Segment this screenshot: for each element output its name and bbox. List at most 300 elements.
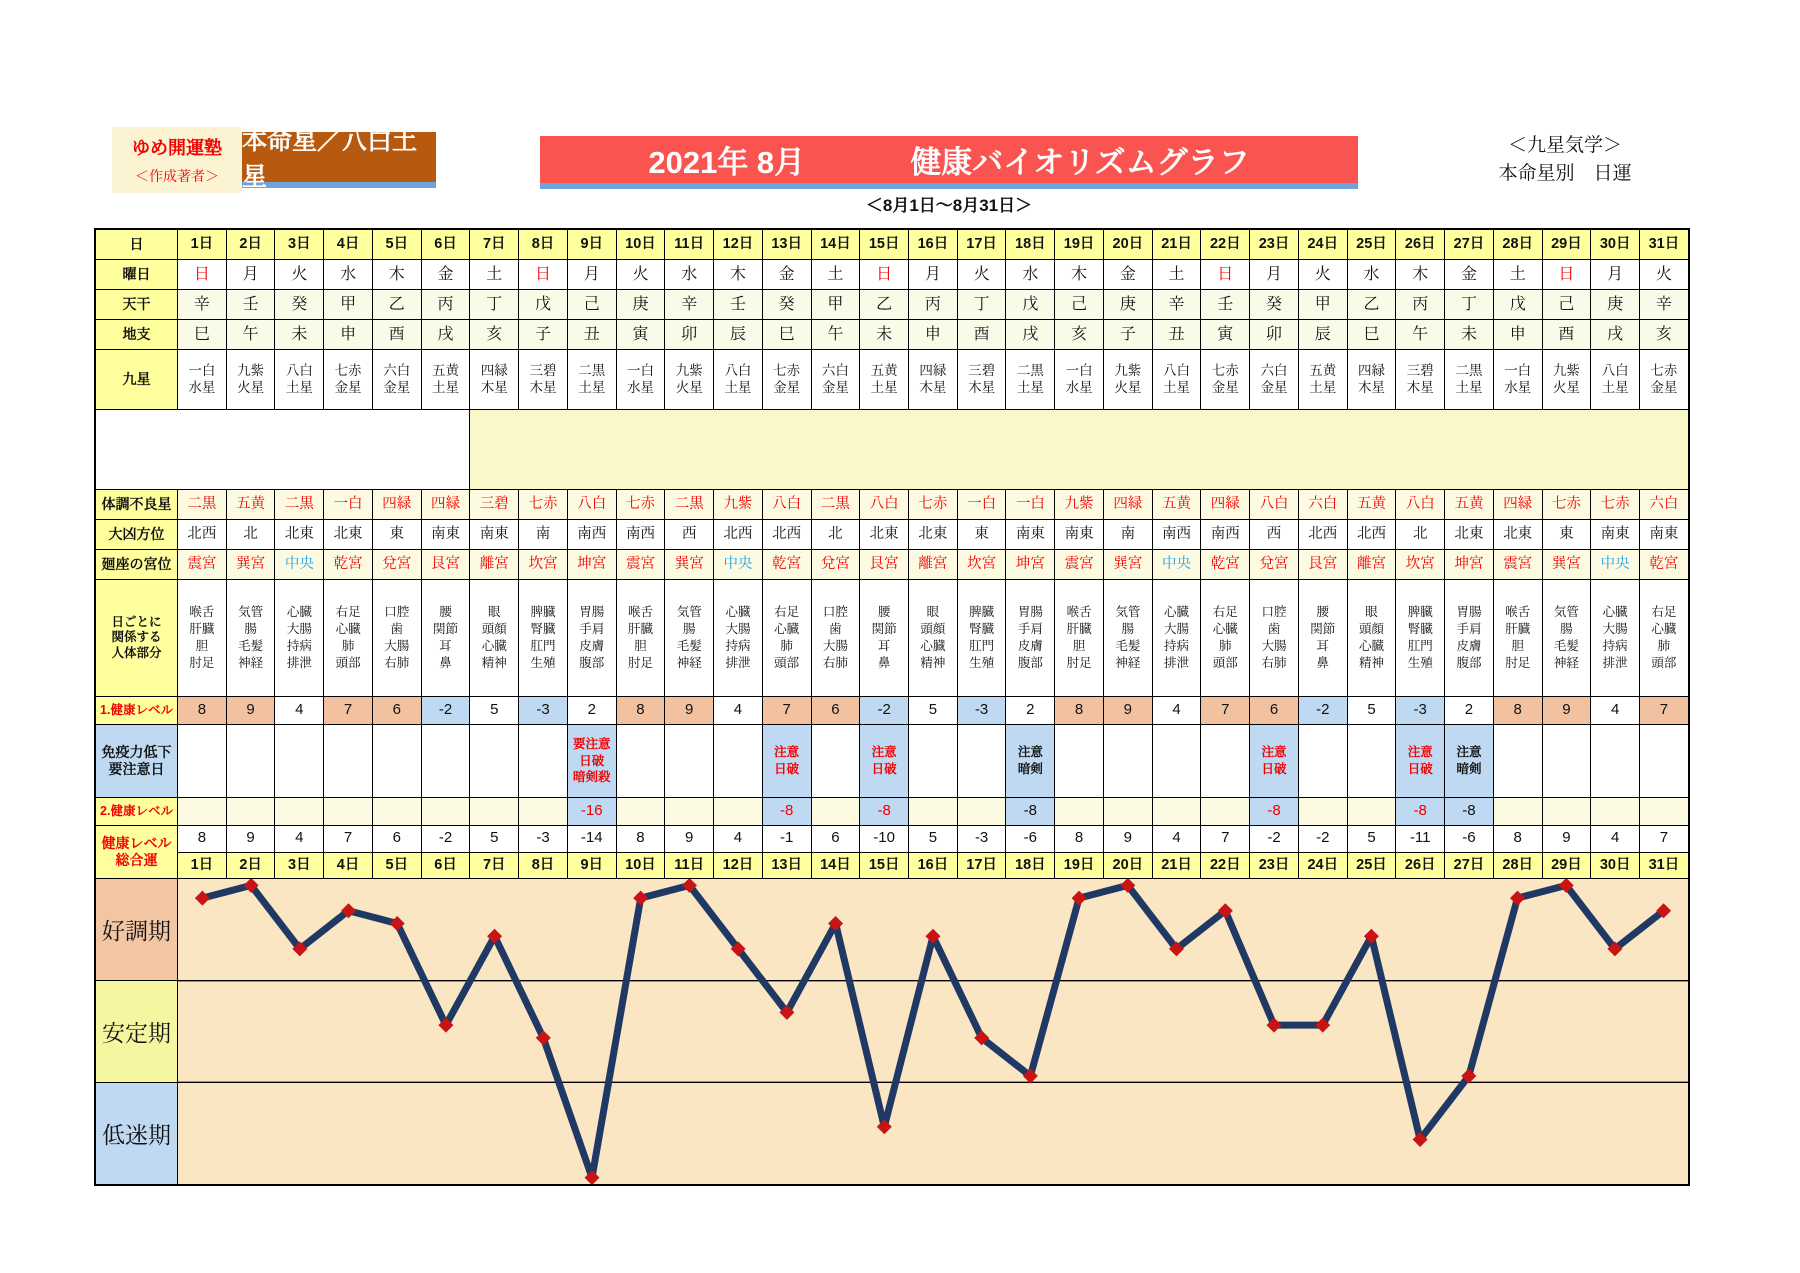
data-point-marker: [633, 891, 648, 906]
body-parts-cell: 喉舌 肝臓 胆 肘足: [1055, 580, 1104, 696]
weekday-cell: 水: [1348, 260, 1397, 289]
total-value-cell: -1: [763, 826, 812, 852]
chishi-cell: 亥: [1640, 320, 1688, 349]
day-header-cell: 31日: [1640, 230, 1688, 259]
immunity-warning-cell: 注意 日破: [1250, 725, 1299, 797]
body-parts-cell: 右足 心臓 肺 頭部: [324, 580, 373, 696]
tenkan-cell: 戊: [1494, 290, 1543, 319]
furyousei-cell: 九紫: [1055, 490, 1104, 519]
tenkan-cell: 癸: [275, 290, 324, 319]
kyuui-row: [96, 550, 1688, 580]
weekday-cell: 木: [714, 260, 763, 289]
body-parts-cell: 眼 頭顔 心臓 精神: [470, 580, 519, 696]
kyuui-cell: 坤宮: [1445, 550, 1494, 579]
total-value-cell: 4: [714, 826, 763, 852]
body-parts-cell: 胃腸 手肩 皮膚 腹部: [568, 580, 617, 696]
weekday-cell: 日: [1201, 260, 1250, 289]
houi-cell: 南西: [1153, 520, 1202, 549]
chishi-cell: 辰: [1299, 320, 1348, 349]
furyousei-cell: 八白: [860, 490, 909, 519]
body-parts-cell: 気管 腸 毛髪 神経: [665, 580, 714, 696]
furyousei-cell: 四緑: [373, 490, 422, 519]
total-label: 健康レベル 総合運: [96, 826, 178, 878]
total-date-cell: 8日: [519, 853, 568, 879]
band-labels-column: [96, 879, 178, 1184]
chishi-cell: 酉: [373, 320, 422, 349]
total-values-subrow: [178, 826, 1688, 853]
furyousei-cell: 二黒: [275, 490, 324, 519]
total-date-cell: 6日: [422, 853, 471, 879]
body-parts-cell: 腰 関節 耳 鼻: [422, 580, 471, 696]
day-header-cell: 3日: [275, 230, 324, 259]
body-parts-cell: 右足 心臓 肺 頭部: [1651, 605, 1677, 670]
level2-cell: [178, 798, 227, 825]
body-parts-cell: 口腔 歯 大腸 右肺: [1250, 580, 1299, 696]
kyuui-cell: 離宮: [1348, 550, 1397, 579]
immunity-warning-cell: 注意 日破: [1396, 725, 1445, 797]
total-date-cell: 15日: [860, 853, 909, 879]
total-date-cell: 18日: [1006, 853, 1055, 879]
legend-box: [470, 410, 1688, 489]
level2-cell: [1591, 798, 1640, 825]
immunity-cell: [422, 725, 471, 797]
level2-cell: [227, 798, 276, 825]
total-date-cell: 26日: [1396, 853, 1445, 879]
kyuui-cell: 震宮: [178, 550, 227, 579]
title-year-month: 2021年 8月: [648, 145, 806, 180]
houi-cell: 北東: [860, 520, 909, 549]
total-date-cell: 11日: [665, 853, 714, 879]
level2-cell: [422, 798, 471, 825]
kyusei-cell: 一白 水星: [178, 350, 227, 409]
kyuui-cell: 中央: [1153, 550, 1202, 579]
total-date-cell: 7日: [470, 853, 519, 879]
immunity-warning-cell: 注意 暗剣: [1445, 725, 1494, 797]
body-parts-cell: 心臓 大腸 持病 排泄: [1591, 580, 1640, 696]
kyusei-cell: 八白 土星: [1591, 350, 1640, 409]
tenkan-cell: 壬: [1201, 290, 1250, 319]
tenkan-cell: 丙: [909, 290, 958, 319]
houi-cell: 南: [519, 520, 568, 549]
furyousei-cell: 二黒: [812, 490, 861, 519]
total-date-cell: 4日: [324, 853, 373, 879]
day-header-cell: 16日: [909, 230, 958, 259]
total-value-cell: 5: [1348, 826, 1397, 852]
total-date-cell: 21日: [1153, 853, 1202, 879]
level1-cell: 8: [178, 697, 227, 724]
level1-cell: -3: [519, 697, 568, 724]
level1-cell: 5: [470, 697, 519, 724]
weekday-cell: 火: [1655, 265, 1672, 283]
kyuui-cell: 離宮: [470, 550, 519, 579]
kyuui-cell: 艮宮: [860, 550, 909, 579]
kyusei-cell: 六白 金星: [812, 350, 861, 409]
kyusei-cell: 九紫 火星: [1543, 350, 1592, 409]
level1-cell: 8: [1494, 697, 1543, 724]
total-value-cell: -6: [1006, 826, 1055, 852]
total-value-cell: 7: [1659, 829, 1669, 847]
chishi-label: 地支: [96, 320, 178, 349]
kyusei-cell: 八白 土星: [1153, 350, 1202, 409]
weekday-cell: 金: [422, 260, 471, 289]
furyousei-cell: 八白: [1396, 490, 1445, 519]
chishi-cell: 酉: [958, 320, 1007, 349]
day-header-cell: 6日: [422, 230, 471, 259]
level1-cell: 5: [909, 697, 958, 724]
total-date-cell: 10日: [617, 853, 666, 879]
chishi-cell: 丑: [568, 320, 617, 349]
houi-cell: 北: [1396, 520, 1445, 549]
furyousei-cell: 七赤: [909, 490, 958, 519]
tenkan-cell: 壬: [227, 290, 276, 319]
kyusei-cell: 二黒 土星: [1006, 350, 1055, 409]
tenkan-cell: 己: [1055, 290, 1104, 319]
total-date-cell: 31日: [1640, 853, 1688, 879]
body-parts-cell: 心臓 大腸 持病 排泄: [275, 580, 324, 696]
level1-cell: 7: [1640, 697, 1688, 724]
level2-cell: [1299, 798, 1348, 825]
total-date-cell: 20日: [1104, 853, 1153, 879]
chishi-cell: 卯: [665, 320, 714, 349]
kyusei-cell: 三碧 木星: [1396, 350, 1445, 409]
body-parts-cell: 右足 心臓 肺 頭部: [1201, 580, 1250, 696]
furyousei-cell: 八白: [763, 490, 812, 519]
total-value-cell: 7: [1201, 826, 1250, 852]
tenkan-cell: 己: [1543, 290, 1592, 319]
houi-cell: 北東: [909, 520, 958, 549]
houi-cell: 西: [665, 520, 714, 549]
day-header-cell: 28日: [1494, 230, 1543, 259]
total-date-cell: 17日: [958, 853, 1007, 879]
total-date-cell: 29日: [1543, 853, 1592, 879]
kyuui-cell: 巽宮: [665, 550, 714, 579]
houi-cell: 南東: [1591, 520, 1640, 549]
band-label-1: 安定期: [96, 981, 178, 1083]
houi-cell: 南東: [470, 520, 519, 549]
kyusei-cell: 七赤 金星: [763, 350, 812, 409]
chishi-cell: 亥: [470, 320, 519, 349]
tenkan-cell: 己: [568, 290, 617, 319]
weekday-cell: 金: [1104, 260, 1153, 289]
tenkan-cell: 丙: [422, 290, 471, 319]
chishi-cell: 午: [227, 320, 276, 349]
houi-cell: 南東: [422, 520, 471, 549]
furyousei-cell: 一白: [324, 490, 373, 519]
body-parts-cell: 心臓 大腸 持病 排泄: [1153, 580, 1202, 696]
furyousei-cell: 二黒: [178, 490, 227, 519]
weekday-cell: 火: [617, 260, 666, 289]
body-parts-row: [96, 580, 1688, 697]
furyousei-cell: 一白: [958, 490, 1007, 519]
houi-cell: 北東: [275, 520, 324, 549]
kyusei-cell: 四緑 木星: [909, 350, 958, 409]
total-date-cell: 13日: [763, 853, 812, 879]
immunity-cell: [617, 725, 666, 797]
kyuui-label: 廻座の宮位: [96, 550, 178, 579]
weekday-cell: 火: [958, 260, 1007, 289]
total-date-cell: 16日: [909, 853, 958, 879]
immunity-warning-cell: 要注意 日破 暗剣殺: [568, 725, 617, 797]
weekday-cell: 火: [1299, 260, 1348, 289]
chishi-cell: 戌: [1006, 320, 1055, 349]
day-header-cell: 13日: [763, 230, 812, 259]
level2-cell: [1348, 798, 1397, 825]
level1-label: 1.健康レベル: [96, 697, 178, 724]
total-value-cell: 8: [1494, 826, 1543, 852]
houi-cell: 北西: [714, 520, 763, 549]
body-parts-cell: 心臓 大腸 持病 排泄: [714, 580, 763, 696]
day-header-cell: 18日: [1006, 230, 1055, 259]
level2-cell: [1104, 798, 1153, 825]
day-header-row: [96, 230, 1688, 260]
day-header-cell: 14日: [812, 230, 861, 259]
body-parts-cell: 脾臓 腎臓 肛門 生殖: [1396, 580, 1445, 696]
level1-cell: 8: [617, 697, 666, 724]
houi-cell: 北: [812, 520, 861, 549]
kyusei-cell: 二黒 土星: [1445, 350, 1494, 409]
level2-cell: [714, 798, 763, 825]
level1-cell: 4: [1153, 697, 1202, 724]
total-date-cell: 9日: [568, 853, 617, 879]
data-point-marker: [195, 891, 210, 906]
kyuui-cell: 兌宮: [1250, 550, 1299, 579]
tenkan-cell: 辛: [1153, 290, 1202, 319]
immunity-cell: [1543, 725, 1592, 797]
houi-cell: 北東: [1494, 520, 1543, 549]
tenkan-cell: 辛: [1640, 290, 1688, 319]
total-value-cell: 4: [1153, 826, 1202, 852]
kyuui-cell: 巽宮: [227, 550, 276, 579]
day-header-cell: 9日: [568, 230, 617, 259]
total-value-cell: -3: [519, 826, 568, 852]
body-parts-label: 日ごとに 関係する 人体部分: [96, 580, 178, 696]
day-header-cell: 23日: [1250, 230, 1299, 259]
total-date-cell: 2日: [227, 853, 276, 879]
chishi-cell: 卯: [1250, 320, 1299, 349]
kyusei-cell: 六白 金星: [1250, 350, 1299, 409]
kyusei-cell: 三碧 木星: [958, 350, 1007, 409]
biorhythm-plot: [178, 879, 1688, 1184]
level1-cell: 4: [714, 697, 763, 724]
immunity-cell: [1055, 725, 1104, 797]
tenkan-cell: 庚: [617, 290, 666, 319]
immunity-label: 免疫力低下 要注意日: [96, 725, 178, 797]
houi-cell: 南西: [568, 520, 617, 549]
total-value-cell: 8: [617, 826, 666, 852]
immunity-cell: [373, 725, 422, 797]
day-header-cell: 29日: [1543, 230, 1592, 259]
kyuui-cell: 坎宮: [958, 550, 1007, 579]
chishi-cell: 巳: [178, 320, 227, 349]
tenkan-cell: 壬: [714, 290, 763, 319]
level2-cell: -8: [1250, 798, 1299, 825]
houi-cell: 北西: [763, 520, 812, 549]
tenkan-row: [96, 290, 1688, 320]
level2-cell: [665, 798, 714, 825]
tenkan-cell: 甲: [812, 290, 861, 319]
furyousei-cell: 五黄: [1348, 490, 1397, 519]
immunity-cell: [958, 725, 1007, 797]
total-value-cell: 4: [1591, 826, 1640, 852]
legend-row: [96, 410, 1688, 490]
weekday-cell: 金: [1445, 260, 1494, 289]
chishi-cell: 辰: [714, 320, 763, 349]
kyusei-cell: 九紫 火星: [1104, 350, 1153, 409]
furyousei-cell: 一白: [1006, 490, 1055, 519]
weekday-cell: 水: [1006, 260, 1055, 289]
level2-cell: [324, 798, 373, 825]
level1-cell: 2: [1445, 697, 1494, 724]
tenkan-cell: 乙: [1348, 290, 1397, 319]
weekday-cell: 日: [178, 260, 227, 289]
weekday-cell: 土: [812, 260, 861, 289]
tenkan-cell: 辛: [665, 290, 714, 319]
level1-cell: 7: [1201, 697, 1250, 724]
kyuui-cell: 中央: [275, 550, 324, 579]
weekday-cell: 水: [665, 260, 714, 289]
tenkan-cell: 丁: [958, 290, 1007, 319]
data-point-marker: [1510, 891, 1525, 906]
total-date-cell: 3日: [275, 853, 324, 879]
furyousei-cell: 三碧: [470, 490, 519, 519]
furyousei-cell: 四緑: [1104, 490, 1153, 519]
weekday-cell: 土: [1494, 260, 1543, 289]
weekday-row: [96, 260, 1688, 290]
immunity-cell: [665, 725, 714, 797]
chishi-cell: 戌: [422, 320, 471, 349]
level1-cell: 6: [812, 697, 861, 724]
total-date-cell: 30日: [1591, 853, 1640, 879]
level1-cell: 9: [665, 697, 714, 724]
level1-cell: -2: [422, 697, 471, 724]
kyuui-cell: 兌宮: [812, 550, 861, 579]
total-value-cell: 9: [227, 826, 276, 852]
kyuui-cell: 乾宮: [1201, 550, 1250, 579]
band-label-2: 低迷期: [96, 1083, 178, 1184]
level2-cell: [470, 798, 519, 825]
chishi-cell: 子: [1104, 320, 1153, 349]
calendar-table: [94, 228, 1690, 1186]
tenkan-cell: 癸: [1250, 290, 1299, 319]
kyusei-cell: 八白 土星: [714, 350, 763, 409]
level2-cell: [812, 798, 861, 825]
tenkan-cell: 乙: [373, 290, 422, 319]
immunity-cell: [178, 725, 227, 797]
furyousei-cell: 四緑: [422, 490, 471, 519]
total-date-cell: 14日: [812, 853, 861, 879]
day-header-cell: 22日: [1201, 230, 1250, 259]
weekday-cell: 日: [1543, 260, 1592, 289]
total-date-cell: 27日: [1445, 853, 1494, 879]
total-date-cell: 19日: [1055, 853, 1104, 879]
total-value-cell: -2: [1299, 826, 1348, 852]
total-value-cell: 8: [178, 826, 227, 852]
day-header-cell: 1日: [178, 230, 227, 259]
furyousei-cell: 七赤: [1591, 490, 1640, 519]
chart-row: [96, 879, 1688, 1184]
kyusei-row: [96, 350, 1688, 410]
weekday-cell: 月: [1591, 260, 1640, 289]
weekday-cell: 月: [1250, 260, 1299, 289]
weekday-cell: 日: [860, 260, 909, 289]
data-point-marker: [877, 1119, 892, 1134]
furyousei-cell: 七赤: [1543, 490, 1592, 519]
furyousei-cell: 八白: [1250, 490, 1299, 519]
body-parts-cell: 喉舌 肝臓 胆 肘足: [617, 580, 666, 696]
kyuui-cell: 艮宮: [422, 550, 471, 579]
total-value-cell: 9: [1104, 826, 1153, 852]
school-name-box: [112, 127, 242, 193]
level2-cell: -8: [1006, 798, 1055, 825]
tenkan-cell: 癸: [763, 290, 812, 319]
level1-cell: 6: [373, 697, 422, 724]
total-date-cell: 24日: [1299, 853, 1348, 879]
weekday-cell: 火: [275, 260, 324, 289]
kyuui-cell: 乾宮: [763, 550, 812, 579]
level2-cell: [1201, 798, 1250, 825]
kyusei-cell: 七赤 金星: [1201, 350, 1250, 409]
chishi-cell: 酉: [1543, 320, 1592, 349]
immunity-cell: [227, 725, 276, 797]
level2-cell: -8: [1396, 798, 1445, 825]
body-parts-cell: 腰 関節 耳 鼻: [860, 580, 909, 696]
kyuui-cell: 坤宮: [568, 550, 617, 579]
day-header-cell: 25日: [1348, 230, 1397, 259]
day-header-cell: 24日: [1299, 230, 1348, 259]
weekday-cell: 金: [763, 260, 812, 289]
data-point-marker: [1072, 891, 1087, 906]
furyousei-row: [96, 490, 1688, 520]
kyusei-cell: 四緑 木星: [1348, 350, 1397, 409]
kyusei-kigaku-line1: ＜九星気学＞: [1507, 135, 1622, 156]
tenkan-cell: 辛: [178, 290, 227, 319]
houi-cell: 南: [1104, 520, 1153, 549]
body-parts-cell: 口腔 歯 大腸 右肺: [812, 580, 861, 696]
tenkan-cell: 丙: [1396, 290, 1445, 319]
level2-cell: [958, 798, 1007, 825]
kyuui-cell: 巽宮: [1543, 550, 1592, 579]
level2-cell: [1055, 798, 1104, 825]
body-parts-cell: 気管 腸 毛髪 神経: [1543, 580, 1592, 696]
total-value-cell: -2: [1250, 826, 1299, 852]
furyousei-cell: 六白: [1299, 490, 1348, 519]
tenkan-cell: 庚: [1104, 290, 1153, 319]
furyousei-cell: 五黄: [1153, 490, 1202, 519]
day-header-cell: 8日: [519, 230, 568, 259]
kyusei-cell: 六白 金星: [373, 350, 422, 409]
total-date-cell: 1日: [178, 853, 227, 879]
kyuui-cell: 中央: [1591, 550, 1640, 579]
total-value-cell: -2: [422, 826, 471, 852]
kyusei-cell: 一白 水星: [1494, 350, 1543, 409]
level1-cell: -2: [860, 697, 909, 724]
total-value-cell: -14: [568, 826, 617, 852]
kyuui-cell: 震宮: [1494, 550, 1543, 579]
day-header-cell: 2日: [227, 230, 276, 259]
kyusei-cell: 三碧 木星: [519, 350, 568, 409]
body-parts-cell: 気管 腸 毛髪 神経: [227, 580, 276, 696]
kyusei-cell: 五黄 土星: [1299, 350, 1348, 409]
furyousei-cell: 五黄: [227, 490, 276, 519]
kyuui-cell: 中央: [714, 550, 763, 579]
houi-cell: 東: [1543, 520, 1592, 549]
level2-cell: -8: [1445, 798, 1494, 825]
tenkan-cell: 乙: [860, 290, 909, 319]
kyusei-kigaku-line2: 本命星別 日運: [1498, 162, 1632, 184]
body-parts-cell: 右足 心臓 肺 頭部: [763, 580, 812, 696]
houi-cell: 南西: [1201, 520, 1250, 549]
body-parts-cell: 脾臓 腎臓 肛門 生殖: [958, 580, 1007, 696]
